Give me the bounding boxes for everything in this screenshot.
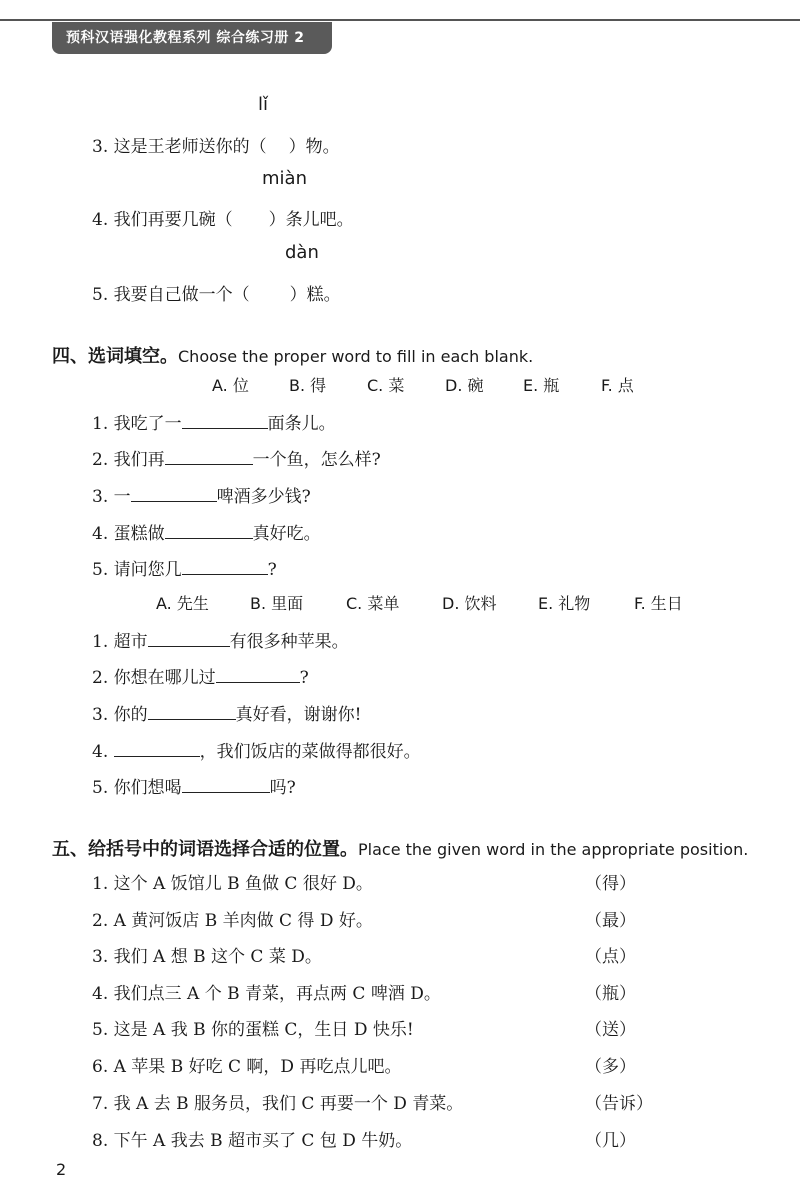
exercise-item [92,205,354,230]
exercise-item [92,700,361,725]
given-word: （告诉） [585,1094,653,1114]
book-series-title: 预科汉语强化教程系列 综合练习册 2 [52,22,332,54]
pinyin-annotation: dàn [285,242,319,263]
word-option: B. 里面 [250,594,304,613]
answer-blank[interactable] [165,520,253,539]
section-five-title [52,835,748,861]
section-four-title [52,342,533,368]
exercise-item [92,663,309,688]
item-text: 3. 一 [92,487,131,507]
word-option: D. 饮料 [442,594,497,613]
exercise-item: 8. 下午 A 我去 B 超市买了 C 包 D 牛奶。 [92,1131,413,1151]
item-text: 一个鱼，怎么样? [252,450,381,470]
word-options-group-1 [212,373,634,396]
item-text: 真好吃。 [252,524,321,544]
section-title-cn: 五、给括号中的词语选择合适的位置。 [52,839,358,860]
pinyin-annotation: miàn [262,168,307,189]
section-title-en: Choose the proper word to fill in each blank. [178,347,534,366]
word-option: F. 生日 [634,594,683,613]
given-word: （点） [585,947,636,967]
given-word: （送） [585,1020,636,1040]
item-text: ）条儿吧。 [268,210,354,230]
given-word: （得） [585,874,636,894]
exercise-item [92,482,311,507]
item-text: 4. 我们再要几碗（ [92,210,233,230]
given-word: （瓶） [585,984,636,1004]
answer-blank[interactable] [148,701,236,720]
header-rule [0,19,800,21]
word-option: A. 先生 [156,594,209,613]
pinyin-annotation: lǐ [258,94,269,115]
answer-blank[interactable] [216,664,300,683]
exercise-item: 7. 我 A 去 B 服务员，我们 C 再要一个 D 青菜。 [92,1094,464,1114]
section-title-en: Place the given word in the appropriate position. [358,840,749,859]
exercise-item [92,773,296,798]
item-text: 5. 请问您几 [92,560,182,580]
word-option: C. 菜 [367,376,405,395]
answer-blank[interactable] [182,556,268,575]
item-text: 3. 这是王老师送你的（ [92,137,267,157]
item-text: 5. 我要自己做一个（ [92,285,250,305]
item-text: 面条儿。 [267,414,336,434]
item-text: 4. 蛋糕做 [92,524,165,544]
word-option: D. 碗 [445,376,484,395]
answer-blank[interactable] [114,738,200,757]
word-options-group-2 [156,591,683,614]
answer-blank[interactable] [182,774,270,793]
answer-blank[interactable] [131,483,217,502]
exercise-item [92,627,349,652]
exercise-item [92,409,336,434]
item-text: ）糕。 [289,285,341,305]
item-text: 真好看，谢谢你! [235,705,362,725]
item-text: 1. 超市 [92,632,148,652]
word-option: F. 点 [601,376,634,395]
answer-blank[interactable] [165,446,253,465]
exercise-item [92,445,381,470]
item-text: 2. 你想在哪儿过 [92,668,216,688]
exercise-item: 5. 这是 A 我 B 你的蛋糕 C，生日 D 快乐! [92,1020,414,1040]
exercise-item [92,132,340,157]
word-option: C. 菜单 [346,594,400,613]
given-word: （最） [585,911,636,931]
given-word: （多） [585,1057,636,1077]
exercise-item [92,519,321,544]
item-text: 4. [92,742,114,762]
item-text: ，我们饭店的菜做得都很好。 [199,742,421,762]
item-text: 啤酒多少钱? [216,487,311,507]
page-number: 2 [56,1160,67,1179]
item-text: 1. 我吃了一 [92,414,182,434]
word-option: E. 礼物 [538,594,591,613]
given-word: （几） [585,1131,636,1151]
exercise-item [92,737,421,762]
word-option: B. 得 [289,376,327,395]
exercise-item: 6. A 苹果 B 好吃 C 啊，D 再吃点儿吧。 [92,1057,402,1077]
exercise-item: 1. 这个 A 饭馆儿 B 鱼做 C 很好 D。 [92,874,373,894]
exercise-item [92,280,341,305]
item-text: ? [267,560,277,580]
answer-blank[interactable] [148,628,230,647]
item-text: 有很多种苹果。 [229,632,349,652]
answer-blank[interactable] [182,410,268,429]
word-option: E. 瓶 [523,376,560,395]
exercise-item [92,555,277,580]
exercise-item: 2. A 黄河饭店 B 羊肉做 C 得 D 好。 [92,911,373,931]
item-text: ）物。 [288,137,340,157]
exercise-item: 3. 我们 A 想 B 这个 C 菜 D。 [92,947,322,967]
word-option: A. 位 [212,376,249,395]
item-text: 吗? [269,778,296,798]
item-text: 2. 我们再 [92,450,165,470]
item-text: 3. 你的 [92,705,148,725]
item-text: 5. 你们想喝 [92,778,182,798]
item-text: ? [299,668,309,688]
exercise-item: 4. 我们点三 A 个 B 青菜，再点两 C 啤酒 D。 [92,984,441,1004]
section-title-cn: 四、选词填空。 [52,346,178,367]
